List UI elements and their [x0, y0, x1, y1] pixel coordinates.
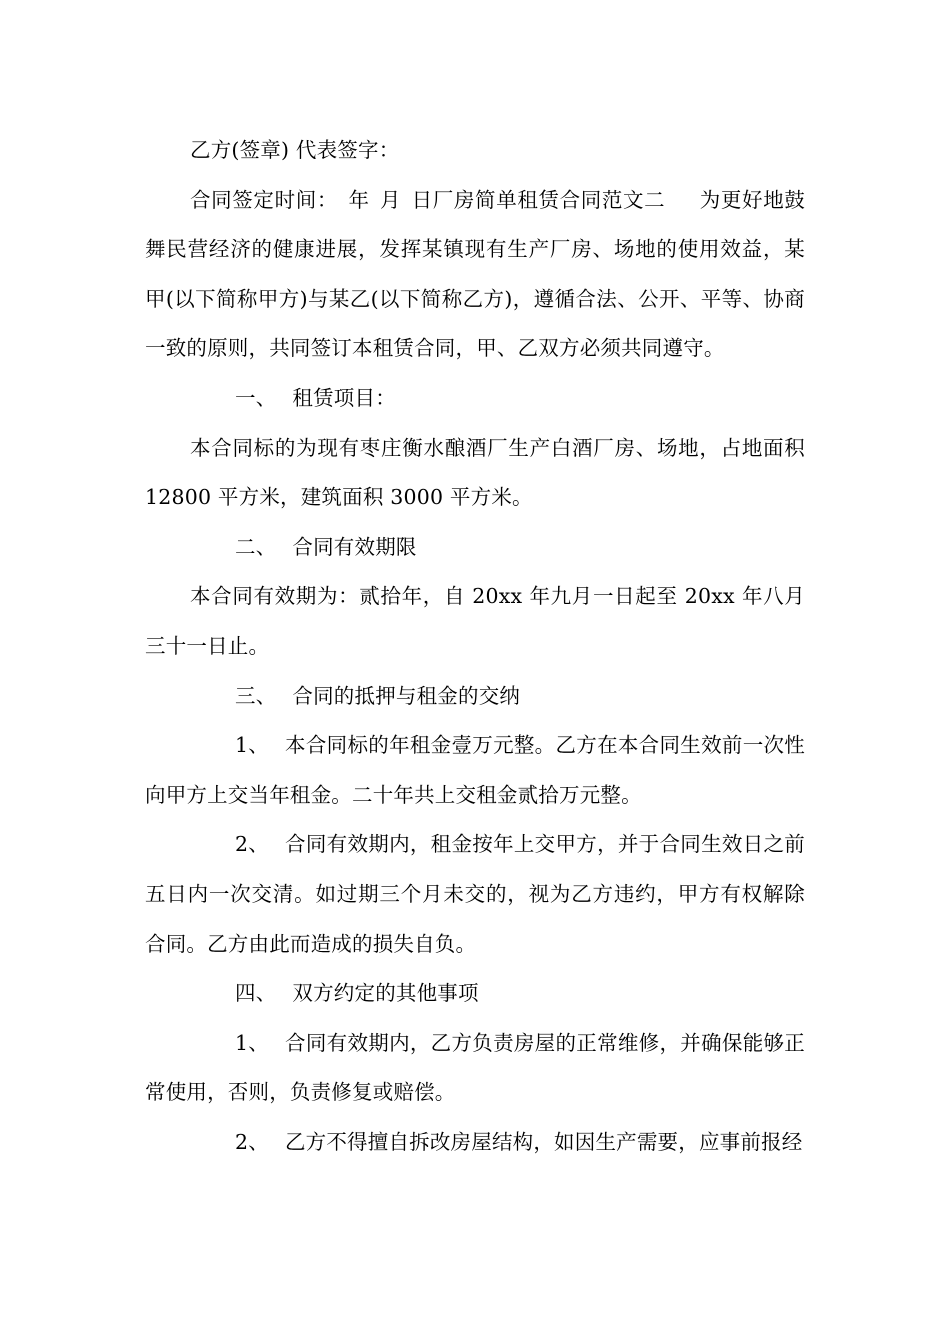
date-month: 月 [379, 187, 402, 212]
section-2-text: 本合同有效期为：贰拾年，自 20xx 年九月一日起至 20xx 年八月三十一日止。 [145, 584, 805, 658]
date-year: 年 [348, 187, 370, 212]
signature-line [145, 126, 805, 176]
item-number-4-2: 2、 [235, 1129, 269, 1154]
item-number-3-1: 1、 [235, 733, 269, 758]
section-number-1: 一、 [235, 385, 277, 410]
section-4-item-1 [145, 1019, 805, 1118]
contract-date-and-intro [145, 176, 805, 374]
item-text-3-2: 合同有效期内，租金按年上交甲方，并于合同生效日之前五日内一次交清。如过期三个月未交的，视为乙方违约，甲方有权解除合同。乙方由此而造成的损失自负。 [145, 832, 805, 956]
section-1-text: 本合同标的为现有枣庄衡水酿酒厂生产白酒厂房、场地，占地面积 12800 平方米，建筑面积 3000 平方米。 [145, 435, 805, 510]
section-number-2: 二、 [235, 534, 277, 559]
section-heading-4 [145, 969, 805, 1019]
item-number-3-2: 2、 [235, 832, 269, 857]
section-heading-2 [145, 523, 805, 573]
section-title-2: 合同有效期限 [292, 534, 417, 559]
item-text-4-2: 乙方不得擅自拆改房屋结构，如因生产需要，应事前报经 [284, 1129, 803, 1154]
section-4-item-2 [145, 1118, 805, 1168]
item-text-3-1: 本合同标的年租金壹万元整。乙方在本合同生效前一次性向甲方上交当年租金。二十年共上交租金贰拾万元整。 [145, 733, 805, 807]
item-text-4-1: 合同有效期内，乙方负责房屋的正常维修，并确保能够正常使用，否则，负责修复或赔偿。 [145, 1030, 805, 1105]
section-3-item-2 [145, 820, 805, 969]
section-heading-1 [145, 374, 805, 424]
section-2-body [145, 572, 805, 671]
section-number-3: 三、 [235, 683, 277, 708]
signature-text: 乙方(签章) 代表签字： [190, 138, 400, 162]
contract-date-label: 合同签定时间： [190, 187, 338, 212]
section-title-1: 租赁项目： [292, 385, 396, 410]
section-title-4: 双方约定的其他事项 [292, 981, 479, 1006]
document-body [145, 126, 805, 1167]
section-3-item-1 [145, 721, 805, 820]
section-title-3: 合同的抵押与租金的交纳 [292, 683, 521, 708]
item-number-4-1: 1、 [235, 1030, 269, 1055]
section-number-4: 四、 [235, 981, 277, 1006]
date-day-and-title: 日厂房简单租赁合同范文二 [411, 187, 666, 212]
intro-text: 为更好地鼓舞民营经济的健康进展，发挥某镇现有生产厂房、场地的使用效益，某甲(以下简称甲方)与某乙(以下简称乙方)，遵循合法、公开、平等、协商一致的原则，共同签订本租赁合同，甲、乙双方必须共同遵守。 [145, 187, 806, 361]
section-heading-3 [145, 672, 805, 722]
section-1-body [145, 424, 805, 523]
